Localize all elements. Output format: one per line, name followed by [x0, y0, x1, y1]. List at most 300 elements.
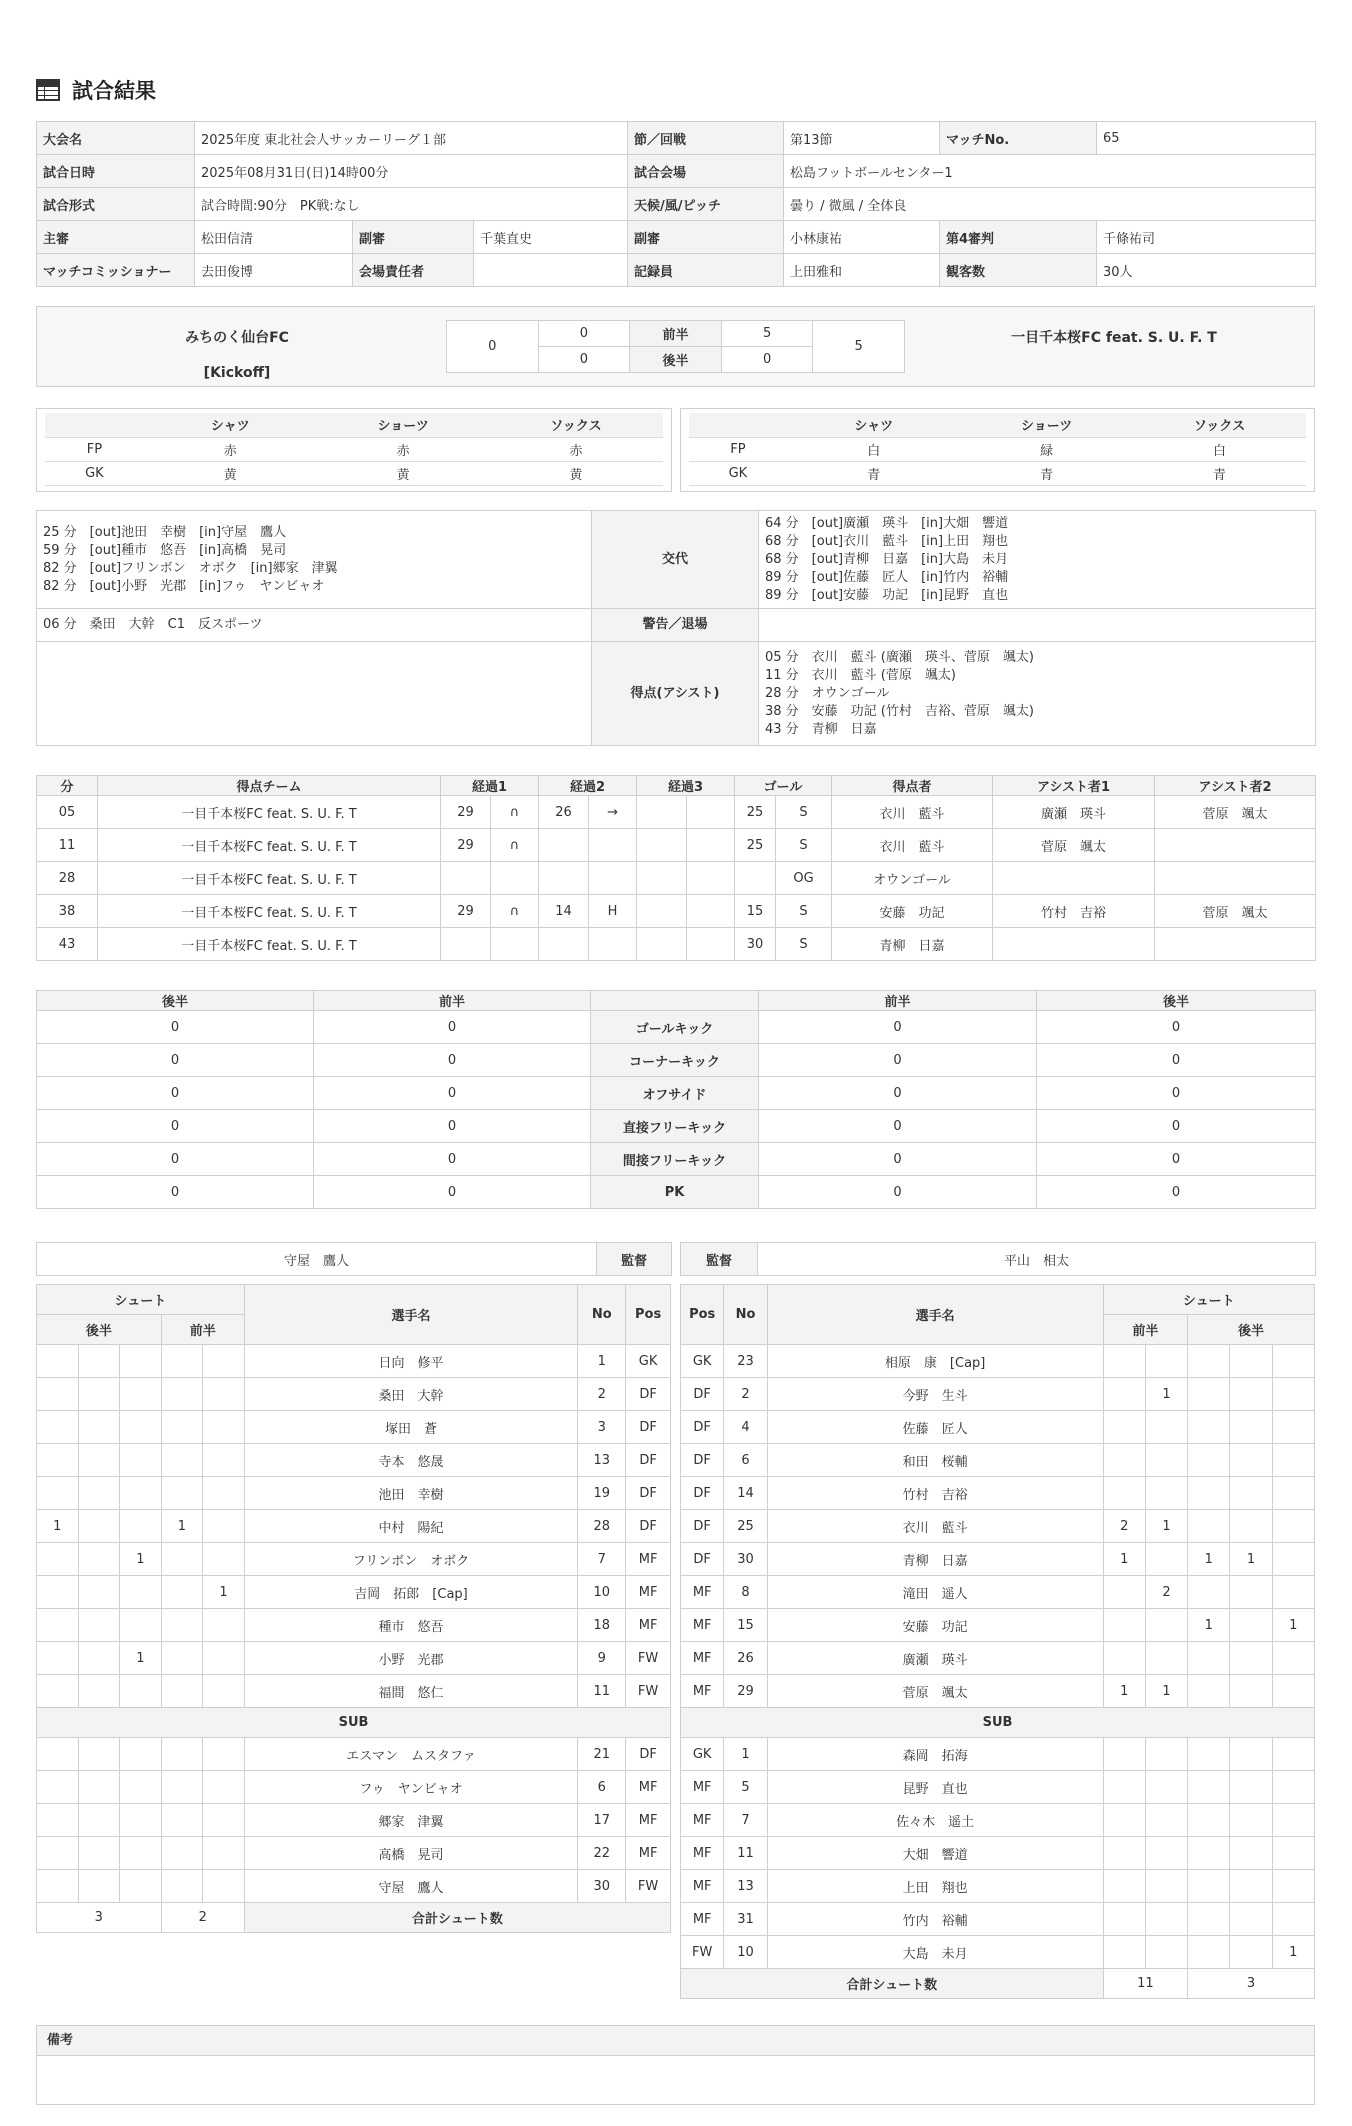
cell: MF — [626, 1609, 671, 1642]
uniform-row-label: FP — [689, 437, 788, 461]
player-row — [37, 1837, 671, 1870]
home-team-name: みちのく仙台FC — [185, 330, 289, 346]
player-row — [681, 1870, 1315, 1903]
cell — [1103, 1738, 1145, 1771]
cell: 11 — [578, 1675, 626, 1708]
cell — [1230, 1804, 1272, 1837]
cell — [1188, 1477, 1230, 1510]
cell — [161, 1378, 203, 1411]
cell: 0 — [314, 1176, 591, 1209]
cell — [1188, 1837, 1230, 1870]
stats-home-first-header: 前半 — [314, 991, 591, 1011]
cell: DF — [681, 1510, 724, 1543]
cell: 10 — [578, 1576, 626, 1609]
cell: オフサイド — [591, 1077, 759, 1110]
cell: 1 — [1272, 1936, 1314, 1969]
away-team — [914, 307, 1314, 386]
cell — [1103, 1804, 1145, 1837]
cell — [1103, 1936, 1145, 1969]
cell: 1 — [1145, 1378, 1187, 1411]
player-row — [37, 1738, 671, 1771]
away-total-score: 5 — [813, 321, 905, 373]
cell: 1 — [1103, 1543, 1145, 1576]
cell: 30 — [578, 1870, 626, 1903]
cell — [1145, 1609, 1187, 1642]
cell: 福間 悠仁 — [244, 1675, 577, 1708]
home-uniform-table — [45, 413, 663, 486]
goal-col-minute: 分 — [37, 776, 98, 796]
cell: 25 — [724, 1510, 767, 1543]
table-row — [37, 862, 1316, 895]
cell — [1145, 1870, 1187, 1903]
away-second-half-score: 0 — [721, 347, 813, 373]
cell: 1 — [120, 1543, 162, 1576]
cell — [1188, 1444, 1230, 1477]
uniform-cell: 緑 — [960, 437, 1133, 461]
cell — [1155, 928, 1316, 961]
home-first-half-header: 前半 — [161, 1315, 244, 1345]
cell — [120, 1345, 162, 1378]
player-row — [681, 1411, 1315, 1444]
goals-label: 得点(アシスト) — [592, 642, 759, 746]
home-total-first: 2 — [161, 1903, 244, 1933]
away-team-name: 一目千本桜FC feat. S. U. F. T — [1011, 330, 1217, 346]
cell: 森岡 拓海 — [767, 1738, 1103, 1771]
cell — [37, 1804, 79, 1837]
cell: 11 — [37, 829, 98, 862]
cell — [687, 895, 735, 928]
cell — [589, 928, 637, 961]
table-icon — [36, 79, 60, 101]
cell: エスマン ムスタファ — [244, 1738, 577, 1771]
away-shoot-header: シュート — [1103, 1285, 1314, 1315]
cell: コーナーキック — [591, 1044, 759, 1077]
cell — [1145, 1411, 1187, 1444]
cell — [589, 862, 637, 895]
uniform-cell: 赤 — [144, 437, 317, 461]
cell — [120, 1837, 162, 1870]
cell: 廣瀬 瑛斗 — [767, 1642, 1103, 1675]
cell: 池田 幸樹 — [244, 1477, 577, 1510]
cell: 2 — [1103, 1510, 1145, 1543]
home-second-half-header: 後半 — [37, 1315, 162, 1345]
cell: 2 — [578, 1378, 626, 1411]
home-pos-header: Pos — [626, 1285, 671, 1345]
cell: 1 — [1103, 1675, 1145, 1708]
cell: ∩ — [491, 796, 539, 829]
cell: 一目千本桜FC feat. S. U. F. T — [98, 796, 441, 829]
cell: 13 — [724, 1870, 767, 1903]
cell: 1 — [1145, 1510, 1187, 1543]
cell: 0 — [37, 1011, 314, 1044]
home-sub-rows — [37, 1738, 671, 1903]
cell — [161, 1477, 203, 1510]
ar1-label: 副審 — [353, 221, 474, 254]
cell — [203, 1642, 245, 1675]
cell: 22 — [578, 1837, 626, 1870]
cell — [1272, 1837, 1314, 1870]
cell — [1145, 1477, 1187, 1510]
first-half-label: 前半 — [630, 321, 722, 347]
table-row — [37, 928, 1316, 961]
cell — [78, 1378, 120, 1411]
substitution-label: 交代 — [592, 511, 759, 609]
away-second-half-header: 後半 — [1188, 1315, 1315, 1345]
cell: MF — [681, 1870, 724, 1903]
goal-col-team: 得点チーム — [98, 776, 441, 796]
cell — [589, 829, 637, 862]
cell: DF — [626, 1738, 671, 1771]
cell: MF — [681, 1804, 724, 1837]
away-player-table — [680, 1284, 1315, 1999]
cell — [161, 1411, 203, 1444]
cell: 28 — [37, 862, 98, 895]
cell: 0 — [1037, 1011, 1316, 1044]
cell — [1188, 1936, 1230, 1969]
cell: 5 — [724, 1771, 767, 1804]
cell — [1230, 1411, 1272, 1444]
cell — [491, 928, 539, 961]
cell — [1230, 1837, 1272, 1870]
cell — [1230, 1510, 1272, 1543]
cell: DF — [681, 1477, 724, 1510]
ar2-value: 小林康祐 — [784, 221, 940, 254]
events-table — [36, 510, 1316, 746]
cell: 28 — [578, 1510, 626, 1543]
cell: 寺本 悠晟 — [244, 1444, 577, 1477]
cell — [1230, 1771, 1272, 1804]
cell: FW — [626, 1675, 671, 1708]
player-row — [37, 1642, 671, 1675]
shirt-header: シャツ — [787, 413, 960, 437]
cell — [203, 1444, 245, 1477]
venue-label: 試合会場 — [628, 155, 784, 188]
cell — [1145, 1936, 1187, 1969]
cell — [1272, 1378, 1314, 1411]
player-row — [37, 1444, 671, 1477]
cell — [1272, 1903, 1314, 1936]
cell: DF — [626, 1444, 671, 1477]
cell: 竹村 吉裕 — [993, 895, 1155, 928]
cell — [1230, 1675, 1272, 1708]
cell — [78, 1609, 120, 1642]
cell: 佐々木 遥土 — [767, 1804, 1103, 1837]
cell: 和田 桜輔 — [767, 1444, 1103, 1477]
cell: 一目千本桜FC feat. S. U. F. T — [98, 895, 441, 928]
goal-col-assist2: アシスト者2 — [1155, 776, 1316, 796]
cell — [203, 1804, 245, 1837]
away-uniform — [680, 408, 1316, 492]
cell: 0 — [1037, 1077, 1316, 1110]
cell — [1230, 1345, 1272, 1378]
cell: 4 — [724, 1411, 767, 1444]
uniform-cell: 黄 — [317, 461, 490, 485]
cell — [1155, 829, 1316, 862]
cell: 竹内 裕輔 — [767, 1903, 1103, 1936]
cell: 塚田 蒼 — [244, 1411, 577, 1444]
cell: 0 — [759, 1077, 1037, 1110]
date-value: 2025年08月31日(日)14時00分 — [195, 155, 628, 188]
cell: MF — [681, 1675, 724, 1708]
cell: 0 — [314, 1143, 591, 1176]
cell: FW — [626, 1870, 671, 1903]
score-table — [446, 320, 905, 373]
commissioner-value: 去田俊博 — [195, 254, 353, 287]
player-row — [681, 1936, 1315, 1969]
player-row — [681, 1477, 1315, 1510]
cell — [37, 1738, 79, 1771]
cell — [1272, 1576, 1314, 1609]
cell — [161, 1738, 203, 1771]
cell — [203, 1378, 245, 1411]
cell: H — [589, 895, 637, 928]
stats-away-second-header: 後半 — [1037, 991, 1316, 1011]
cell: DF — [681, 1378, 724, 1411]
shirt-header: シャツ — [144, 413, 317, 437]
cell: GK — [681, 1345, 724, 1378]
cell: 1 — [1188, 1609, 1230, 1642]
away-total-label: 合計シュート数 — [681, 1969, 1104, 1999]
cell — [37, 1411, 79, 1444]
player-row — [37, 1477, 671, 1510]
cell — [1103, 1378, 1145, 1411]
cell — [1188, 1804, 1230, 1837]
scoreboard — [36, 306, 1315, 387]
table-row — [37, 1011, 1316, 1044]
cell — [120, 1510, 162, 1543]
cell: 相原 康 [Cap] — [767, 1345, 1103, 1378]
home-uniform — [36, 408, 672, 492]
cell — [37, 1870, 79, 1903]
cell: 一目千本桜FC feat. S. U. F. T — [98, 862, 441, 895]
venue-manager-label: 会場責任者 — [353, 254, 474, 287]
page-title — [36, 70, 1315, 110]
cell — [1188, 1738, 1230, 1771]
cell: FW — [626, 1642, 671, 1675]
cell: 菅原 颯太 — [1155, 895, 1316, 928]
uniform-cell: 赤 — [490, 437, 663, 461]
cell — [1272, 1411, 1314, 1444]
cell: 6 — [578, 1771, 626, 1804]
cell — [1230, 1642, 1272, 1675]
cell: 安藤 功記 — [767, 1609, 1103, 1642]
cell — [1145, 1738, 1187, 1771]
cell: DF — [681, 1543, 724, 1576]
cell — [1103, 1870, 1145, 1903]
cell: 郷家 津翼 — [244, 1804, 577, 1837]
table-row — [37, 895, 1316, 928]
cell — [120, 1378, 162, 1411]
cell: 10 — [724, 1936, 767, 1969]
cell: 0 — [1037, 1110, 1316, 1143]
away-goals-summary: 05 分 衣川 藍斗 (廣瀬 瑛斗、菅原 颯太) 11 分 衣川 藍斗 (菅原 颯太) 28 分 オウンゴール 38 分 安藤 功記 (竹村 吉裕、菅原 颯太) 43 分 青柳 日嘉 — [759, 642, 1316, 746]
table-row — [37, 796, 1316, 829]
shorts-header: ショーツ — [960, 413, 1133, 437]
cell: 29 — [441, 829, 491, 862]
cell — [637, 862, 687, 895]
cell: MF — [681, 1642, 724, 1675]
cell: 0 — [759, 1143, 1037, 1176]
cell — [1230, 1444, 1272, 1477]
cell — [120, 1771, 162, 1804]
cell — [120, 1576, 162, 1609]
cell — [1145, 1804, 1187, 1837]
cell — [1145, 1444, 1187, 1477]
cell — [1188, 1411, 1230, 1444]
home-cards: 06 分 桑田 大幹 C1 反スポーツ — [37, 609, 592, 642]
cell — [1272, 1870, 1314, 1903]
away-substitutions: 64 分 [out]廣瀬 瑛斗 [in]大畑 響道 68 分 [out]衣川 藍斗 [in]上田 翔也 68 分 [out]青柳 日嘉 [in]大島 未月 89 分 [out]佐藤 匠人 [in]竹内 裕輔 89 分 [out]安藤 功記 [in]昆野 直也 — [759, 511, 1316, 609]
cell: 0 — [37, 1044, 314, 1077]
cell — [1188, 1510, 1230, 1543]
away-no-header: No — [724, 1285, 767, 1345]
player-row — [681, 1576, 1315, 1609]
cell — [120, 1675, 162, 1708]
home-coach-table — [36, 1242, 672, 1276]
tournament-label: 大会名 — [37, 122, 195, 155]
cell: 0 — [759, 1044, 1037, 1077]
weather-label: 天候/風/ピッチ — [628, 188, 784, 221]
cell — [1103, 1444, 1145, 1477]
fourth-official-value: 千條祐司 — [1097, 221, 1316, 254]
home-name-header: 選手名 — [244, 1285, 577, 1345]
uniform-cell: 黄 — [490, 461, 663, 485]
ar2-label: 副審 — [628, 221, 784, 254]
cell: 菅原 颯太 — [1155, 796, 1316, 829]
cell: 21 — [578, 1738, 626, 1771]
cell — [1272, 1675, 1314, 1708]
home-coach-label: 監督 — [597, 1243, 672, 1276]
cell — [1272, 1510, 1314, 1543]
cell — [1145, 1543, 1187, 1576]
cell — [441, 862, 491, 895]
commissioner-label: マッチコミッショナー — [37, 254, 195, 287]
home-sub-header: SUB — [37, 1708, 671, 1738]
cell — [161, 1444, 203, 1477]
cell: 間接フリーキック — [591, 1143, 759, 1176]
cell: 1 — [161, 1510, 203, 1543]
cell: 中村 陽紀 — [244, 1510, 577, 1543]
uniform-row-label: GK — [45, 461, 144, 485]
player-row — [37, 1870, 671, 1903]
cell — [1188, 1378, 1230, 1411]
cell — [735, 862, 776, 895]
cell — [1188, 1576, 1230, 1609]
cell: 廣瀬 瑛斗 — [993, 796, 1155, 829]
cell: 大島 未月 — [767, 1936, 1103, 1969]
cell: 29 — [441, 895, 491, 928]
cell: 1 — [724, 1738, 767, 1771]
cell: 0 — [759, 1011, 1037, 1044]
cell: 0 — [37, 1110, 314, 1143]
cell: 0 — [314, 1044, 591, 1077]
cell — [1230, 1609, 1272, 1642]
cell: FW — [681, 1936, 724, 1969]
uniforms — [36, 408, 1315, 492]
cell — [78, 1345, 120, 1378]
player-row — [37, 1576, 671, 1609]
cell — [120, 1477, 162, 1510]
cell — [1188, 1903, 1230, 1936]
cell: 25 — [735, 829, 776, 862]
cell — [37, 1675, 79, 1708]
cell — [120, 1609, 162, 1642]
cell — [1103, 1837, 1145, 1870]
cell: S — [776, 928, 832, 961]
socks-header: ソックス — [490, 413, 663, 437]
cell: 1 — [1230, 1543, 1272, 1576]
attendance-value: 30人 — [1097, 254, 1316, 287]
player-row — [681, 1903, 1315, 1936]
round-label: 節／回戦 — [628, 122, 784, 155]
player-row — [681, 1543, 1315, 1576]
cell — [1145, 1903, 1187, 1936]
cell: 今野 生斗 — [767, 1378, 1103, 1411]
cell: 1 — [203, 1576, 245, 1609]
cell: 1 — [1188, 1543, 1230, 1576]
venue-value: 松島フットボールセンター1 — [784, 155, 1316, 188]
away-first-half-header: 前半 — [1103, 1315, 1188, 1345]
cell: 小野 光郡 — [244, 1642, 577, 1675]
stats-away-first-header: 前半 — [759, 991, 1037, 1011]
uniform-cell: 青 — [1133, 461, 1306, 485]
tournament-value: 2025年度 東北社会人サッカーリーグ１部 — [195, 122, 628, 155]
cell — [120, 1738, 162, 1771]
home-total-score: 0 — [447, 321, 539, 373]
ar1-value: 千葉直史 — [474, 221, 628, 254]
cell: → — [589, 796, 637, 829]
cell — [1145, 1771, 1187, 1804]
match-no-label: マッチNo. — [940, 122, 1097, 155]
uniform-cell: 青 — [787, 461, 960, 485]
cell: 日向 修平 — [244, 1345, 577, 1378]
cell — [1188, 1345, 1230, 1378]
cell: 2 — [1145, 1576, 1187, 1609]
cell — [539, 928, 589, 961]
cell: 2 — [724, 1378, 767, 1411]
cell: 43 — [37, 928, 98, 961]
cell — [37, 1609, 79, 1642]
cell — [1230, 1936, 1272, 1969]
away-lineup — [680, 1242, 1315, 1999]
cell — [78, 1510, 120, 1543]
recorder-label: 記録員 — [628, 254, 784, 287]
cell: 25 — [735, 796, 776, 829]
home-lineup — [36, 1242, 671, 1933]
goal-col-scorer: 得点者 — [832, 776, 993, 796]
cell: 17 — [578, 1804, 626, 1837]
cell: 吉岡 拓郎 [Cap] — [244, 1576, 577, 1609]
cell — [1230, 1477, 1272, 1510]
cell: 8 — [724, 1576, 767, 1609]
date-label: 試合日時 — [37, 155, 195, 188]
player-row — [37, 1411, 671, 1444]
player-row — [681, 1738, 1315, 1771]
cell — [993, 928, 1155, 961]
cell — [637, 796, 687, 829]
cell — [37, 1837, 79, 1870]
cell: 30 — [724, 1543, 767, 1576]
cell: MF — [681, 1576, 724, 1609]
cell — [203, 1675, 245, 1708]
cell — [161, 1543, 203, 1576]
cell: 7 — [724, 1804, 767, 1837]
cell: DF — [626, 1378, 671, 1411]
weather-value: 曇り / 微風 / 全体良 — [784, 188, 1316, 221]
stats-home-second-header: 後半 — [37, 991, 314, 1011]
cell: 19 — [578, 1477, 626, 1510]
cell: 0 — [1037, 1044, 1316, 1077]
